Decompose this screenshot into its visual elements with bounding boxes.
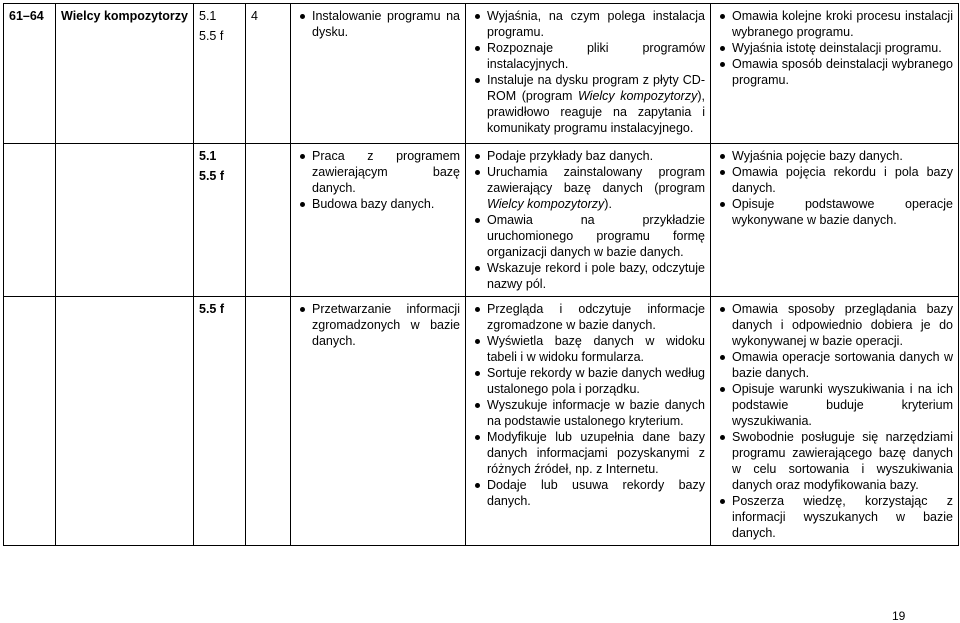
list-item-text: ), prawidłowo reaguje na zapytania i komunikaty programu instalacyjnego.	[487, 89, 705, 135]
list-item	[487, 72, 705, 136]
list-item: Praca z programem zawierającym bazę danych.	[312, 149, 460, 195]
list-item-text: Sortuje rekordy w bazie danych według ustalonego pola i porządku.	[487, 366, 705, 396]
bullet-list	[471, 148, 705, 292]
extended-requirements-cell	[711, 4, 959, 144]
list-item	[487, 164, 705, 212]
bullet-list	[716, 148, 953, 228]
list-item	[487, 260, 705, 292]
content-cell	[291, 144, 466, 297]
list-item-text: Wyszukuje informacje w bazie danych na podstawie ustalonego kryterium.	[487, 398, 705, 428]
lessons-cell	[4, 4, 56, 144]
bullet-list	[716, 301, 953, 541]
list-item: Omawia operacje sortowania danych w bazie danych.	[732, 350, 953, 380]
content-cell	[291, 297, 466, 546]
list-item: Opisuje podstawowe operacje wykonywane w bazie danych.	[732, 197, 953, 227]
bullet-list	[296, 301, 460, 349]
bullet-list	[471, 8, 705, 136]
list-item-text: Instaluje na dysku program z płyty CD-ROM (program	[487, 73, 705, 103]
content-cell	[291, 4, 466, 144]
bullet-list	[716, 8, 953, 88]
list-item-text: Dodaje lub usuwa rekordy bazy danych.	[487, 478, 705, 508]
list-item	[487, 148, 705, 164]
topic-title: Wielcy kompozytorzy	[61, 9, 189, 23]
basic-requirements-cell	[466, 4, 711, 144]
list-item-text: Rozpoznaje pliki programów instalacyjnych.	[487, 41, 705, 71]
list-item	[487, 429, 705, 477]
list-item	[487, 333, 705, 365]
list-item: Omawia sposób deinstalacji wybranego programu.	[732, 57, 953, 87]
list-item	[487, 212, 705, 260]
list-item: Przetwarzanie informacji zgromadzonych w bazie danych.	[312, 302, 460, 348]
list-item-text: Wyjaśnia, na czym polega instalacja programu.	[487, 9, 705, 39]
requirements-cell	[194, 4, 246, 144]
requirements-cell	[194, 144, 246, 297]
list-item-text: Omawia na przykładzie uruchomionego programu formę organizacji danych w bazie danych.	[487, 213, 705, 259]
requirement-code: 5.1	[199, 9, 217, 23]
lessons-range: 61–64	[9, 9, 44, 23]
list-item: Omawia sposoby przeglądania bazy danych i odpowiednio dobiera je do wykonywanej w bazie operacji.	[732, 302, 953, 348]
hours-cell	[246, 4, 291, 144]
list-item-text: ).	[604, 197, 612, 211]
list-item: Swobodnie posługuje się narzędziami programu zawierającego bazę danych w celu sortowania i wyszukiwania danych oraz modyfikowania bazy.	[732, 430, 953, 492]
topic-cell	[56, 4, 194, 144]
requirements-cell	[194, 297, 246, 546]
extended-requirements-cell	[711, 297, 959, 546]
requirement-code: 5.5 f	[199, 169, 225, 183]
list-item: Wyjaśnia pojęcie bazy danych.	[732, 148, 953, 164]
hours-cell	[246, 297, 291, 546]
list-item: Poszerza wiedzę, korzystając z informacji wyszukanych w bazie danych.	[732, 494, 953, 540]
curriculum-table	[3, 3, 959, 546]
list-item-text: Wyświetla bazę danych w widoku tabeli i w widoku formularza.	[487, 334, 705, 364]
requirement-code: 5.5 f	[199, 29, 224, 43]
bullet-list	[296, 8, 460, 40]
list-item	[487, 301, 705, 333]
hours-count: 4	[251, 9, 258, 23]
topic-cell	[56, 144, 194, 297]
bullet-list	[296, 148, 460, 212]
list-item	[487, 40, 705, 72]
table-row	[4, 297, 959, 546]
list-item-text: Wskazuje rekord i pole bazy, odczytuje nazwy pól.	[487, 261, 705, 291]
basic-requirements-cell	[466, 144, 711, 297]
list-item-text: Uruchamia zainstalowany program zawierający bazę danych (program	[487, 165, 705, 195]
list-item-text: Podaje przykłady baz danych.	[487, 149, 654, 163]
requirement-code: 5.1	[199, 149, 217, 163]
hours-cell	[246, 144, 291, 297]
requirement-code: 5.5 f	[199, 302, 225, 316]
list-item: Omawia pojęcia rekordu i pola bazy danych.	[732, 165, 953, 195]
topic-cell	[56, 297, 194, 546]
lessons-cell	[4, 144, 56, 297]
list-item: Budowa bazy danych.	[312, 196, 460, 212]
table-row	[4, 4, 959, 144]
list-item-text: Modyfikuje lub uzupełnia dane bazy danych informacjami pozyskanymi z różnych źródeł, np. z Internetu.	[487, 430, 705, 476]
lessons-cell	[4, 297, 56, 546]
page-number: 19	[892, 609, 906, 623]
program-title: Wielcy kompozytorzy	[487, 197, 605, 211]
list-item	[487, 477, 705, 509]
list-item: Wyjaśnia istotę deinstalacji programu.	[732, 40, 953, 56]
list-item: Omawia kolejne kroki procesu instalacji wybranego programu.	[732, 9, 953, 39]
list-item-text: Przegląda i odczytuje informacje zgromadzone w bazie danych.	[487, 302, 705, 332]
bullet-list	[471, 301, 705, 509]
list-item: Opisuje warunki wyszukiwania i na ich podstawie buduje kryterium wyszukiwania.	[732, 382, 953, 428]
list-item	[487, 397, 705, 429]
list-item	[487, 365, 705, 397]
basic-requirements-cell	[466, 297, 711, 546]
program-title: Wielcy kompozytorzy	[577, 89, 698, 103]
table-row	[4, 144, 959, 297]
extended-requirements-cell	[711, 144, 959, 297]
list-item: Instalowanie programu na dysku.	[312, 9, 460, 39]
list-item	[487, 8, 705, 40]
